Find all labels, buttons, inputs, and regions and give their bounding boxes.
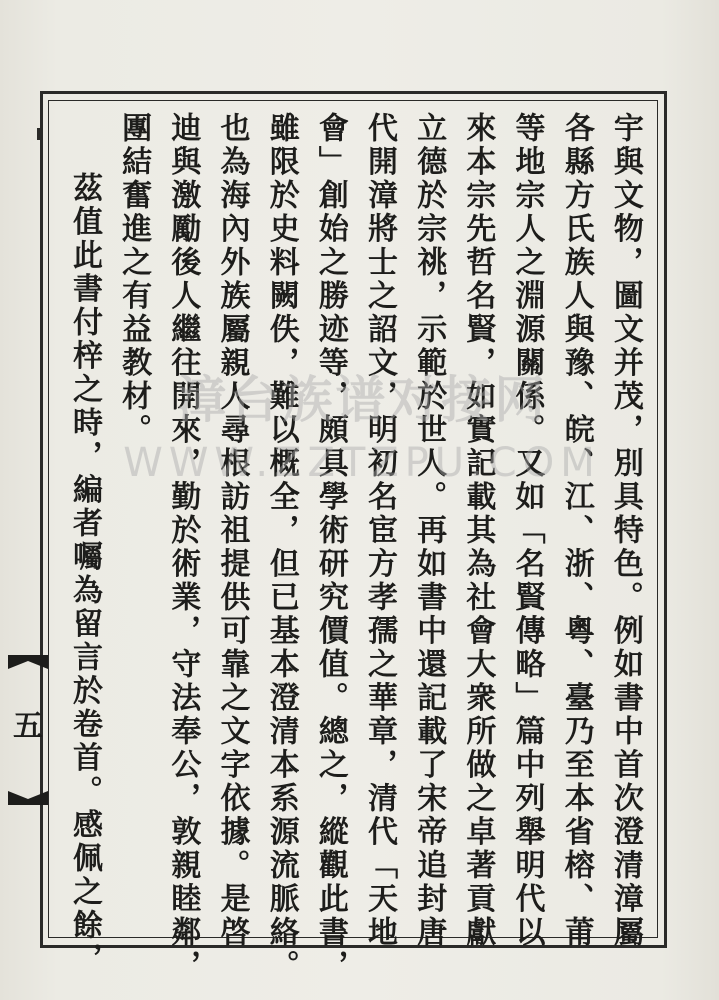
text-column: 雖限於史料闕佚，難以概全，但已基本澄清本系源流脈絡。: [263, 112, 299, 983]
page-number-marker: [6, 655, 50, 805]
text-column: 會」創始之勝迹等，頗具學術研究價值。總之，縱觀此書，: [312, 112, 348, 983]
page-number: 五: [13, 709, 43, 744]
watermark-text: 漳台族谱对接网: [176, 371, 548, 429]
text-column: 宇與文物，圖文并茂，別具特色。例如書中首次澄清漳屬: [607, 112, 643, 950]
text-column: 也為海內外族屬親人尋根訪祖提供可靠之文字依據。是啓: [214, 112, 250, 950]
text-column-indented: 茲值此書付梓之時，編者囑為留言於卷首。感佩之餘，: [67, 172, 102, 976]
text-column: 等地宗人之淵源關係。又如「名賢傳略」篇中列舉明代以: [509, 112, 545, 950]
text-column: 團結奮進之有益教材。: [116, 112, 152, 447]
text-column: 代開漳將士之詔文，明初名宦方孝孺之華章，清代「天地: [362, 112, 398, 950]
text-column: 立德於宗祧，示範於世人。再如書中還記載了宋帝追封唐: [411, 112, 447, 950]
text-column: 來本宗先哲名賢，如實記載其為社會大衆所做之卓著貢獻: [460, 112, 496, 950]
watermark-url: WWW.ZZTZPU.COM: [123, 440, 601, 486]
text-column: 迪與激勵後人繼往開來，勤於術業，守法奉公，敦親睦鄰，: [165, 112, 201, 983]
vertical-text-body: [62, 112, 647, 983]
page-marker-bottom-ornament: [8, 791, 48, 805]
page-marker-top-ornament: [8, 655, 48, 669]
text-column: 各縣方氏族人與豫、皖、江、浙、粵、臺乃至本省榕、莆: [558, 112, 594, 950]
binding-mark: [37, 128, 42, 140]
